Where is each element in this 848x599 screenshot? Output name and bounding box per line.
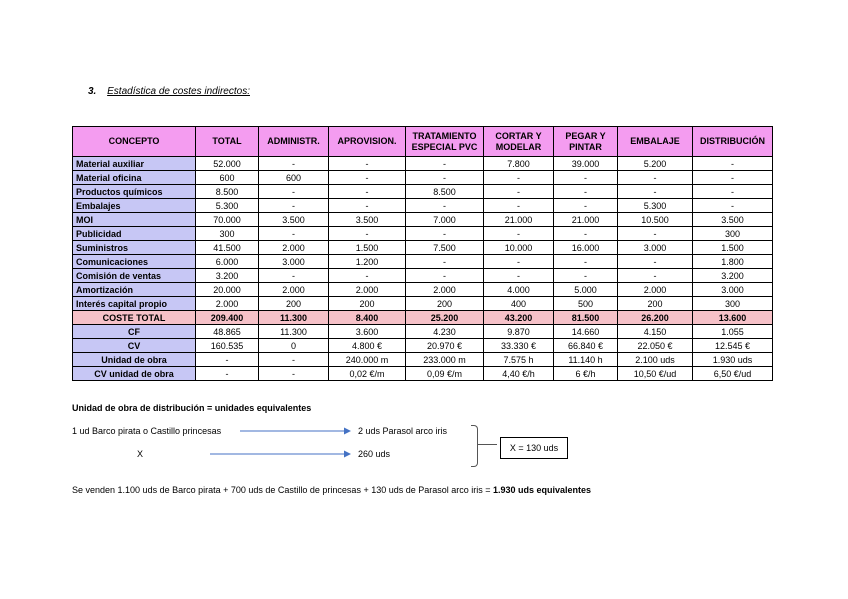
table-cell: 12.545 € [693,339,773,353]
table-cell: - [554,199,618,213]
calc-subtitle: Unidad de obra de distribución = unidades equivalentes [72,403,312,413]
column-header: PEGAR Y PINTAR [554,127,618,157]
table-cell: - [406,255,484,269]
section-number: 3. [88,86,97,97]
bracket [471,425,478,467]
footer-text [72,485,591,495]
row-label: Publicidad [73,227,196,241]
table-cell: 2.000 [259,283,329,297]
row-label: CV unidad de obra [73,367,196,381]
table-cell: 400 [484,297,554,311]
table-cell: 10.000 [484,241,554,255]
table-cell: - [406,171,484,185]
row-label: Amortización [73,283,196,297]
table-cell: 9.870 [484,325,554,339]
table-cell: 14.660 [554,325,618,339]
table-cell: 6 €/h [554,367,618,381]
column-header: CONCEPTO [73,127,196,157]
table-cell: - [693,157,773,171]
row-label: COSTE TOTAL [73,311,196,325]
table-cell: 3.600 [329,325,406,339]
table-cell: 300 [196,227,259,241]
column-header: APROVISION. [329,127,406,157]
table-cell: 7.000 [406,213,484,227]
table-cell: - [329,199,406,213]
equivalence-right-1: 2 uds Parasol arco iris [358,426,448,436]
row-label: Material oficina [73,171,196,185]
equivalence-left-1: 1 ud Barco pirata o Castillo princesas [72,426,222,436]
table-cell: - [554,171,618,185]
table-cell: - [618,185,693,199]
table-cell: 209.400 [196,311,259,325]
table-cell: 5.000 [554,283,618,297]
table-cell: 600 [196,171,259,185]
table-cell: - [259,227,329,241]
section-title: Estadística de costes indirectos: [107,86,250,97]
table-cell: - [259,353,329,367]
row-label: Material auxiliar [73,157,196,171]
table-cell: - [259,199,329,213]
table-cell: 43.200 [484,311,554,325]
table-cell: 22.050 € [618,339,693,353]
table-cell: 8.500 [196,185,259,199]
table-cell: 5.300 [618,199,693,213]
table-cell: 2.000 [259,241,329,255]
row-label: Embalajes [73,199,196,213]
table-cell: - [196,367,259,381]
table-cell: - [618,269,693,283]
table-cell: 13.600 [693,311,773,325]
table-cell: - [693,185,773,199]
table-cell: 81.500 [554,311,618,325]
table-cell: - [484,171,554,185]
equivalence-right-2: 260 uds [358,449,391,459]
table-cell: - [406,269,484,283]
row-label: CV [73,339,196,353]
table-cell: 21.000 [554,213,618,227]
row-label: Productos químicos [73,185,196,199]
table-cell: 3.000 [693,283,773,297]
table-cell: - [484,255,554,269]
table-cell: 7.500 [406,241,484,255]
table-cell: - [618,227,693,241]
table-cell: - [484,199,554,213]
table-cell: - [196,353,259,367]
table-cell: 1.500 [329,241,406,255]
row-label: Suministros [73,241,196,255]
table-cell: - [554,269,618,283]
footer-plain: Se venden 1.100 uds de Barco pirata + 700 uds de Castillo de princesas + 130 uds de Parasol arco iris = [72,485,494,495]
table-cell: 25.200 [406,311,484,325]
table-cell: 52.000 [196,157,259,171]
table-cell: 2.100 uds [618,353,693,367]
table-cell: 7.575 h [484,353,554,367]
table-cell: - [693,171,773,185]
table-cell: - [259,269,329,283]
table-cell: 500 [554,297,618,311]
table-cell: 8.500 [406,185,484,199]
table-cell: 21.000 [484,213,554,227]
column-header: DISTRIBUCIÓN [693,127,773,157]
table-cell: 16.000 [554,241,618,255]
table-cell: 1.800 [693,255,773,269]
table-cell: 0,09 €/m [406,367,484,381]
table-cell: 4.230 [406,325,484,339]
table-cell: - [329,185,406,199]
table-cell: - [259,367,329,381]
table-cell: 3.000 [618,241,693,255]
table-cell: 200 [259,297,329,311]
table-cell: - [406,199,484,213]
table-cell: 39.000 [554,157,618,171]
table-cell: 1.500 [693,241,773,255]
table-cell: 11.140 h [554,353,618,367]
table-cell: - [484,227,554,241]
table-cell: 233.000 m [406,353,484,367]
table-cell: 5.200 [618,157,693,171]
table-cell: 3.200 [196,269,259,283]
table-cell: 300 [693,297,773,311]
table-cell: 4,40 €/h [484,367,554,381]
equivalence-left-2: X [137,449,144,459]
table-cell: 6,50 €/ud [693,367,773,381]
table-cell: 70.000 [196,213,259,227]
table-cell: 26.200 [618,311,693,325]
table-cell: - [406,227,484,241]
table-cell: 2.000 [329,283,406,297]
table-cell: 200 [329,297,406,311]
row-label: Unidad de obra [73,353,196,367]
table-cell: 160.535 [196,339,259,353]
table-cell: 200 [406,297,484,311]
table-cell: 1.055 [693,325,773,339]
table-cell: - [329,269,406,283]
column-header: TRATAMIENTO ESPECIAL PVC [406,127,484,157]
table-cell: - [554,227,618,241]
table-cell: 4.000 [484,283,554,297]
table-cell: 11.300 [259,311,329,325]
table-cell: - [554,255,618,269]
column-header: TOTAL [196,127,259,157]
table-cell: - [329,227,406,241]
bracket-connector [477,444,497,445]
table-cell: 7.800 [484,157,554,171]
table-cell: 8.400 [329,311,406,325]
table-cell: 4.800 € [329,339,406,353]
table-cell: 0,02 €/m [329,367,406,381]
table-cell: 10,50 €/ud [618,367,693,381]
column-header: EMBALAJE [618,127,693,157]
table-cell: 66.840 € [554,339,618,353]
table-cell: - [693,199,773,213]
column-header: ADMINISTR. [259,127,329,157]
table-cell: 600 [259,171,329,185]
table-cell: 6.000 [196,255,259,269]
table-cell: 2.000 [406,283,484,297]
table-cell: 48.865 [196,325,259,339]
table-cell: - [329,157,406,171]
table-cell: - [618,255,693,269]
table-cell: 41.500 [196,241,259,255]
table-cell: 0 [259,339,329,353]
table-cell: 11.300 [259,325,329,339]
table-cell: 2.000 [618,283,693,297]
table-cell: - [618,171,693,185]
column-header: CORTAR Y MODELAR [484,127,554,157]
table-cell: 1.200 [329,255,406,269]
table-cell: 20.970 € [406,339,484,353]
table-cell: - [484,269,554,283]
table-cell: 20.000 [196,283,259,297]
table-cell: 33.330 € [484,339,554,353]
row-label: Interés capital propio [73,297,196,311]
table-cell: 5.300 [196,199,259,213]
row-label: CF [73,325,196,339]
table-cell: - [329,171,406,185]
table-cell: - [554,185,618,199]
table-cell: - [484,185,554,199]
table-cell: 3.500 [259,213,329,227]
table-cell: 3.500 [329,213,406,227]
table-cell: 10.500 [618,213,693,227]
table-cell: 300 [693,227,773,241]
table-cell: - [259,185,329,199]
table-cell: 240.000 m [329,353,406,367]
table-cell: 3.500 [693,213,773,227]
footer-bold: 1.930 uds equivalentes [493,485,592,495]
table-cell: 3.200 [693,269,773,283]
row-label: Comunicaciones [73,255,196,269]
row-label: MOI [73,213,196,227]
table-cell: 200 [618,297,693,311]
table-cell: 4.150 [618,325,693,339]
table-cell: 1.930 uds [693,353,773,367]
table-cell: - [406,157,484,171]
result-box: X = 130 uds [500,437,568,459]
table-cell: 3.000 [259,255,329,269]
table-cell: - [259,157,329,171]
row-label: Comisión de ventas [73,269,196,283]
table-cell: 2.000 [196,297,259,311]
